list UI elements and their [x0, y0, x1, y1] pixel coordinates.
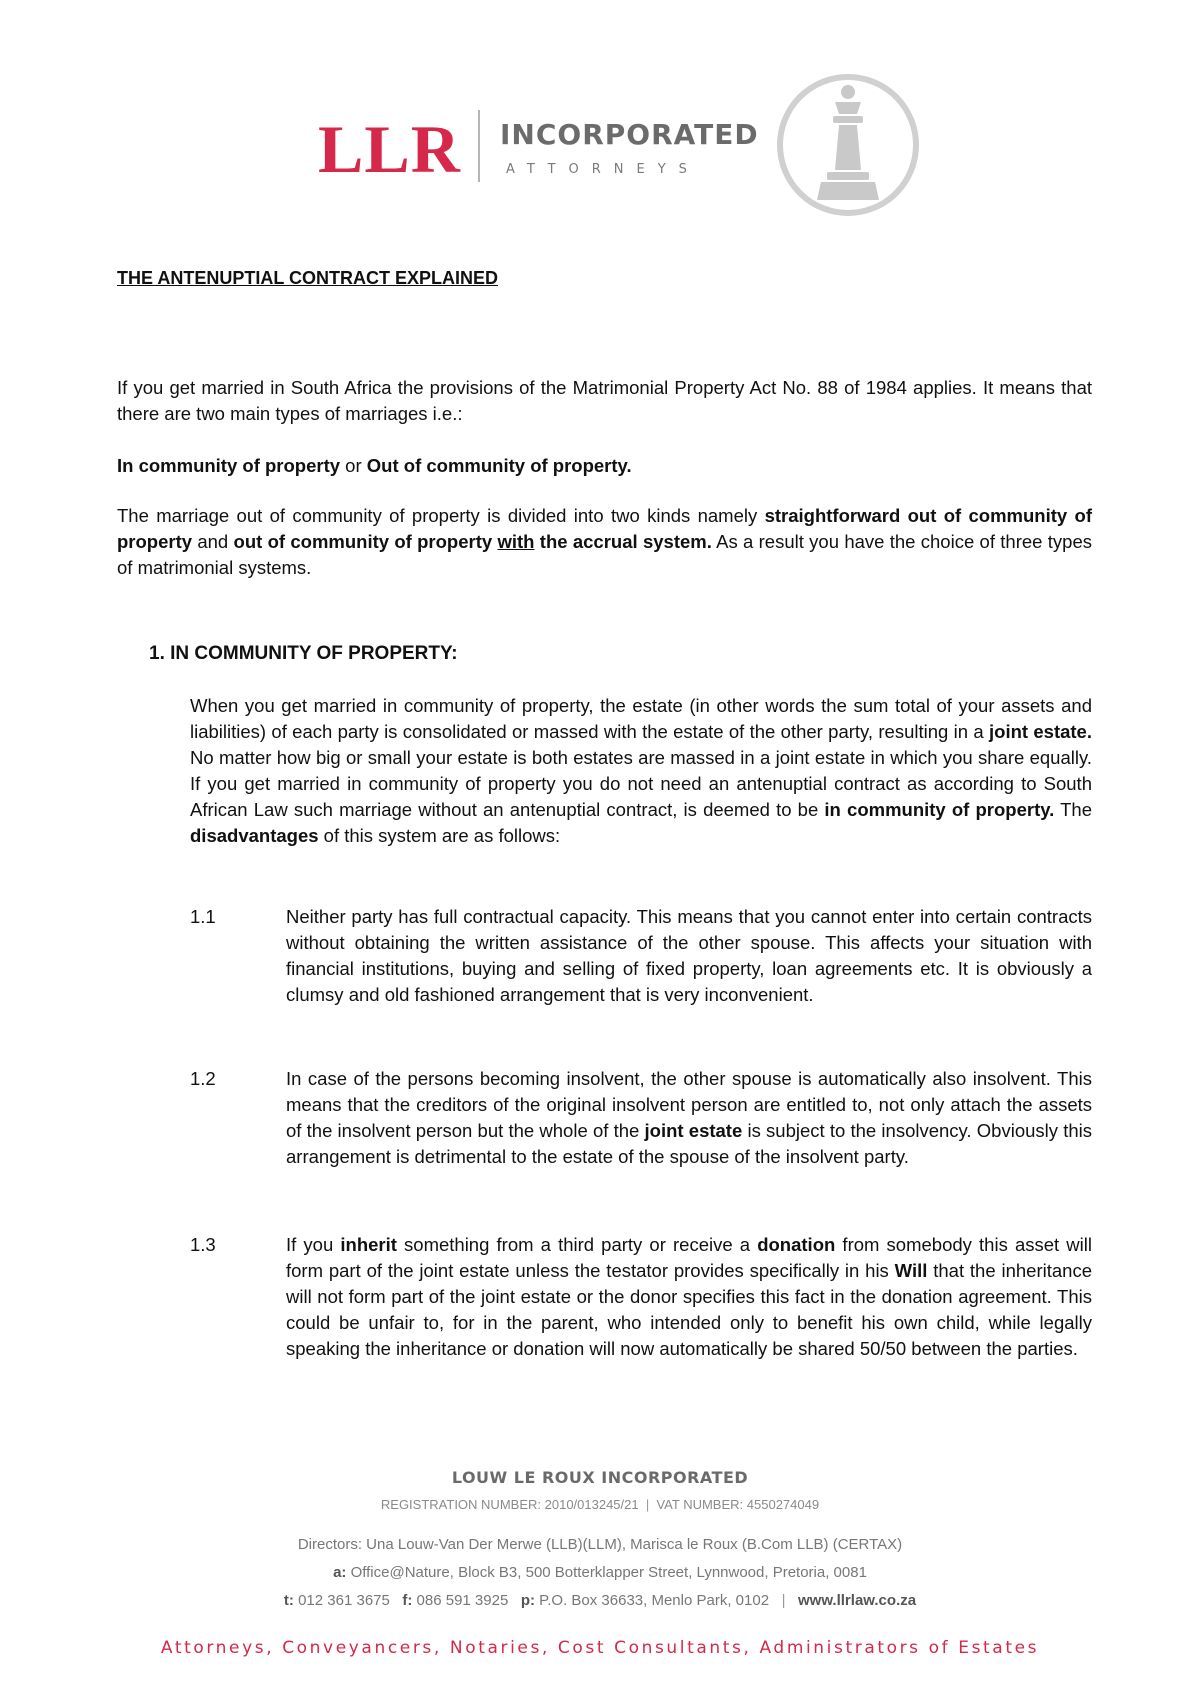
footer-website-link[interactable]: www.llrlaw.co.za [797, 1592, 917, 1609]
logo-attorneys-text: ATTORNEYS [506, 162, 700, 177]
item-number: 1.2 [190, 1068, 216, 1089]
section-1-body: When you get married in community of property, the estate (in other words the sum total of your assets and liabilities) of each party is consolidated or massed with the estate of the other party, resulting in a joint estate. No matter how big or small your estate is both estates are massed in a joint estate in which you share equally. If you get married in community of property you do not need an antenuptial contract as according to South African Law such marriage without an antenuptial contract, is deemed to be in community of property. The disadvantages of this system are as follows: [190, 695, 1093, 846]
footer-tagline: Attorneys, Conveyancers, Notaries, Cost Consultants, Administrators of Estates [160, 1638, 1040, 1658]
logo-divider [478, 110, 480, 182]
item-text: If you inherit something from a third party or receive a donation from somebody this asset will form part of the joint estate unless the testator provides specifically in his Will that the inheritance will not form part of the joint estate or the donor specifies this fact in the donation agreement. This could be unfair to, for in the parent, who intended only to benefit his own child, while legally speaking the inheritance or donation will now automatically be shared 50/50 between the parties. [286, 1234, 1092, 1359]
intro-paragraph: If you get married in South Africa the provisions of the Matrimonial Property Act No. 88 of 1984 applies. It means that there are two main types of marriages i.e.: [117, 377, 1092, 424]
item-number: 1.3 [190, 1234, 216, 1255]
logo-incorporated-text: INCORPORATED [500, 118, 759, 151]
footer-contact: t: 012 361 3675 f: 086 591 3925 p: P.O. Box 36633, Menlo Park, 0102 | www.llrlaw.co.za [283, 1592, 917, 1609]
out-of-community-paragraph: The marriage out of community of property is divided into two kinds namely straightforward out of community of property and out of community of property with the accrual system. As a result you have the choice of three types of matrimonial systems. [117, 505, 1092, 578]
item-number: 1.1 [190, 906, 216, 927]
chess-queen-seal-icon [773, 70, 923, 220]
footer-address: a: Office@Nature, Block B3, 500 Botterklapper Street, Lynnwood, Pretoria, 0081 [333, 1564, 867, 1581]
footer-registration: REGISTRATION NUMBER: 2010/013245/21 | VAT NUMBER: 4550274049 [380, 1497, 820, 1512]
firm-logo [318, 70, 918, 220]
footer-company-name: LOUW LE ROUX INCORPORATED [451, 1468, 749, 1487]
footer-directors: Directors: Una Louw-Van Der Merwe (LLB)(LLM), Marisca le Roux (B.Com LLB) (CERTAX) [297, 1536, 903, 1553]
section-1-heading: 1. IN COMMUNITY OF PROPERTY: [149, 643, 458, 664]
item-text: In case of the persons becoming insolvent, the other spouse is automatically also insolvent. This means that the creditors of the original insolvent person are entitled to, not only attach the assets of the insolvent person but the whole of the joint estate is subject to the insolvency. Obviously this arrangement is detrimental to the estate of the spouse of the insolvent party. [286, 1068, 1093, 1167]
document-title: THE ANTENUPTIAL CONTRACT EXPLAINED [117, 268, 499, 288]
marriage-types-line: In community of property or Out of community of property. [117, 455, 632, 476]
item-text: Neither party has full contractual capacity. This means that you cannot enter into certain contracts without obtaining the written assistance of the other spouse. This affects your situation with financial institutions, buying and selling of fixed property, loan agreements etc. It is obviously a clumsy and old fashioned arrangement that is very inconvenient. [286, 906, 1092, 1005]
logo-llr-text: LLR [318, 111, 461, 187]
